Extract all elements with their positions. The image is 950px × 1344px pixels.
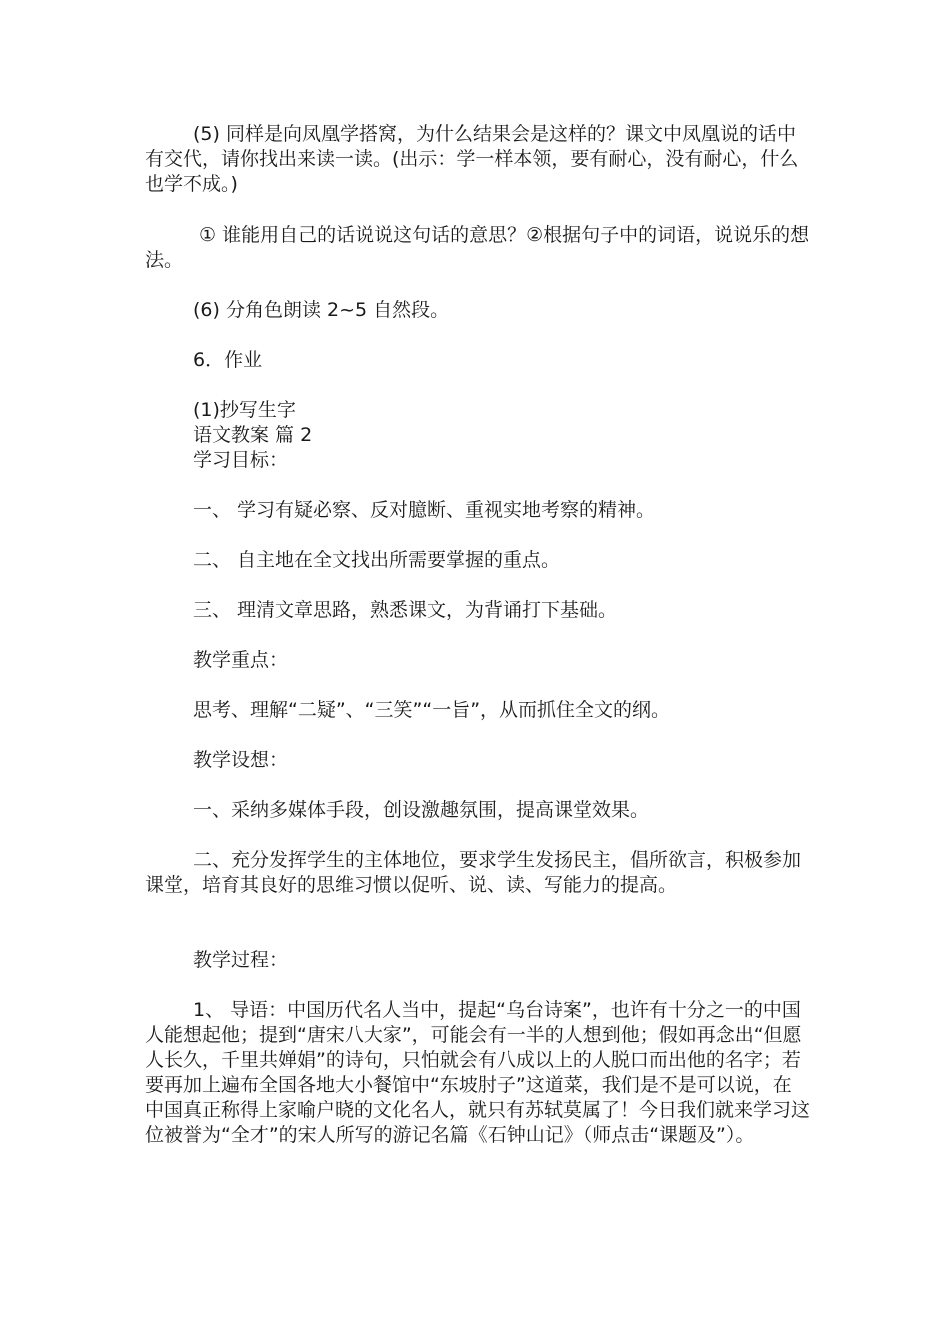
section-title: 语文教案 篇 2 bbox=[193, 424, 313, 446]
paragraph-role-reading: (6) 分角色朗读 2~5 自然段。 bbox=[193, 299, 450, 321]
heading-teaching-focus: 教学重点： bbox=[193, 649, 289, 671]
paragraph-sub-questions: ① 谁能用自己的话说说这句话的意思？②根据句子中的词语，说说乐的想法。 bbox=[145, 224, 810, 271]
idea-item-1: 一、采纳多媒体手段，创设激趣氛围，提高课堂效果。 bbox=[193, 799, 650, 821]
paragraph-introduction: 1、 导语：中国历代名人当中，提起“乌台诗案”，也许有十分之一的中国人能想起他；提到“唐宋八大家”，可能会有一半的人想到他；假如再念出“但愿人长久，千里共婵娟”的诗句，只怕就会有八成以上的人脱口而出他的名字；若要再加上遍布全国各地大小餐馆中“东坡肘子”这道菜，我们是不是可以说，在中国真正称得上家喻户晓的文化名人，就只有苏轼莫属了！今日我们就来学习这位被誉为“全才”的宋人所写的游记名篇《石钟山记》（师点击“课题及”）。 bbox=[145, 999, 811, 1146]
heading-teaching-ideas: 教学设想： bbox=[193, 749, 289, 771]
goal-item-1: 一、 学习有疑必察、反对臆断、重视实地考察的精神。 bbox=[193, 499, 656, 521]
paragraph-homework-heading: 6．作业 bbox=[193, 349, 263, 371]
heading-teaching-process: 教学过程： bbox=[193, 949, 289, 971]
heading-learning-goals: 学习目标： bbox=[193, 449, 289, 471]
idea-item-2: 二、充分发挥学生的主体地位，要求学生发扬民主，倡所欲言，积极参加课堂，培育其良好的思维习惯以促听、说、读、写能力的提高。 bbox=[145, 849, 802, 896]
paragraph-copy-characters: (1)抄写生字 bbox=[193, 399, 296, 421]
goal-item-3: 三、 理清文章思路，熟悉课文，为背诵打下基础。 bbox=[193, 599, 618, 621]
paragraph-question-5: (5) 同样是向凤凰学搭窝，为什么结果会是这样的？课文中凤凰说的话中有交代，请你找出来读一读。(出示：学一样本领，要有耐心，没有耐心，什么也学不成。) bbox=[145, 123, 799, 195]
paragraph-teaching-focus: 思考、理解“二疑”、“三笑”“一旨”，从而抓住全文的纲。 bbox=[193, 699, 671, 721]
goal-item-2: 二、 自主地在全文找出所需要掌握的重点。 bbox=[193, 549, 561, 571]
